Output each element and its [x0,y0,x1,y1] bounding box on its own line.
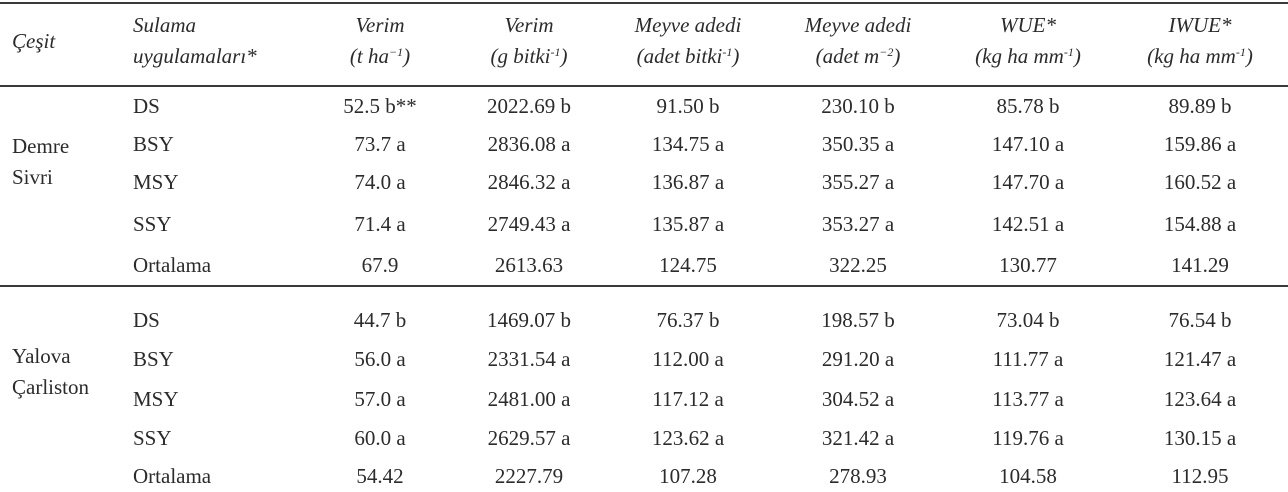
table-top-rule [0,2,1288,4]
cell-treatment: BSY [133,132,174,156]
cell-verim-t-ha: 71.4 a [354,212,406,236]
table-group-rule [0,285,1288,287]
header-sulama: Sulama uygulamaları* [133,13,257,68]
cell-meyve-adedi-bitki: 76.37 b [656,308,720,332]
cell-verim-g-bitki: 2022.69 b [487,94,571,118]
header-wue: WUE* (kg ha $mm^{-1}$) [975,13,1081,68]
cell-verim-g-bitki: 2481.00 a [487,387,571,411]
cell-treatment: SSY [133,212,172,236]
cell-iwue: 123.64 a [1163,387,1237,411]
group-label-yalova-carliston: Yalova Çarliston [12,344,89,399]
cell-verim-g-bitki: 2749.43 a [487,212,571,236]
cell-meyve-adedi-bitki: 134.75 a [651,132,725,156]
cell-meyve-adedi-bitki: 117.12 a [652,387,724,411]
cell-treatment: MSY [133,387,179,411]
cell-meyve-adedi-m2: 198.57 b [821,308,895,332]
header-meyve-adedi-bitki: Meyve adedi (adet bitki$^{-1}$) [634,13,742,68]
header-iwue: IWUE* (kg ha $mm^{-1}$) [1147,13,1253,68]
cell-meyve-adedi-m2: 291.20 a [821,347,895,371]
cell-wue: 130.77 [999,253,1057,277]
cell-verim-t-ha: 56.0 a [354,347,406,371]
header-verim-g-bitki: Verim (g bitki$^{-1}$) [490,13,568,68]
cell-iwue: 76.54 b [1168,308,1232,332]
cell-verim-g-bitki: 2613.63 [494,253,564,277]
cell-wue: 85.78 b [996,94,1060,118]
cell-treatment: Ortalama [133,253,212,277]
cell-verim-t-ha: 44.7 b [353,308,407,332]
header-verim-t-ha: Verim (t $ha^{-1}$) [349,13,411,68]
cell-verim-g-bitki: 2836.08 a [487,132,571,156]
cell-meyve-adedi-bitki: 136.87 a [651,170,725,194]
cell-wue: 147.70 a [991,170,1065,194]
cell-iwue: 141.29 [1171,253,1229,277]
cell-verim-g-bitki: 2227.79 [494,464,564,488]
cell-meyve-adedi-bitki: 91.50 b [656,94,720,118]
cell-meyve-adedi-bitki: 112.00 a [652,347,724,371]
cell-treatment: DS [133,308,160,332]
cell-iwue: 130.15 a [1163,426,1237,450]
cell-meyve-adedi-m2: 230.10 b [821,94,895,118]
cell-treatment: BSY [133,347,174,371]
cell-iwue: 89.89 b [1168,94,1232,118]
cell-treatment: Ortalama [133,464,212,488]
cell-verim-g-bitki: 2629.57 a [487,426,571,450]
cell-verim-t-ha: 54.42 [356,464,404,488]
cell-treatment: SSY [133,426,172,450]
cell-meyve-adedi-bitki: 123.62 a [651,426,725,450]
cell-verim-g-bitki: 2331.54 a [487,347,571,371]
cell-wue: 73.04 b [996,308,1060,332]
cell-wue: 119.76 a [992,426,1064,450]
cell-verim-g-bitki: 2846.32 a [487,170,571,194]
cell-verim-t-ha: 67.9 [361,253,399,277]
cell-verim-t-ha: 57.0 a [354,387,406,411]
cell-verim-t-ha: 74.0 a [354,170,406,194]
table-header-rule [0,85,1288,87]
cell-meyve-adedi-m2: 355.27 a [821,170,895,194]
cell-meyve-adedi-m2: 278.93 [829,464,887,488]
cell-meyve-adedi-m2: 322.25 [829,253,887,277]
cell-verim-t-ha: 73.7 a [354,132,406,156]
header-meyve-adedi-m2: Meyve adedi (adet $m^{-2}$) [804,13,912,68]
cell-iwue: 154.88 a [1163,212,1237,236]
cell-meyve-adedi-m2: 304.52 a [821,387,895,411]
cell-meyve-adedi-m2: 350.35 a [821,132,895,156]
cell-meyve-adedi-m2: 353.27 a [821,212,895,236]
group-label-demre-sivri: Demre Sivri [12,134,70,189]
header-cesit: Çeşit [12,29,56,53]
cell-meyve-adedi-m2: 321.42 a [821,426,895,450]
cell-iwue: 159.86 a [1163,132,1237,156]
cell-verim-t-ha: 60.0 a [354,426,406,450]
cell-wue: 104.58 [999,464,1057,488]
cell-iwue: 112.95 [1171,464,1229,488]
cell-wue: 142.51 a [991,212,1065,236]
cell-treatment: DS [133,94,160,118]
cell-iwue: 121.47 a [1163,347,1237,371]
cell-wue: 113.77 a [992,387,1064,411]
cell-treatment: MSY [133,170,179,194]
cell-verim-g-bitki: 1469.07 b [487,308,571,332]
cell-wue: 147.10 a [991,132,1065,156]
cell-meyve-adedi-bitki: 124.75 [659,253,717,277]
cell-wue: 111.77 a [992,347,1064,371]
cell-meyve-adedi-bitki: 107.28 [659,464,717,488]
cell-iwue: 160.52 a [1163,170,1237,194]
cell-verim-t-ha: 52.5 b** [343,94,417,118]
cell-meyve-adedi-bitki: 135.87 a [651,212,725,236]
